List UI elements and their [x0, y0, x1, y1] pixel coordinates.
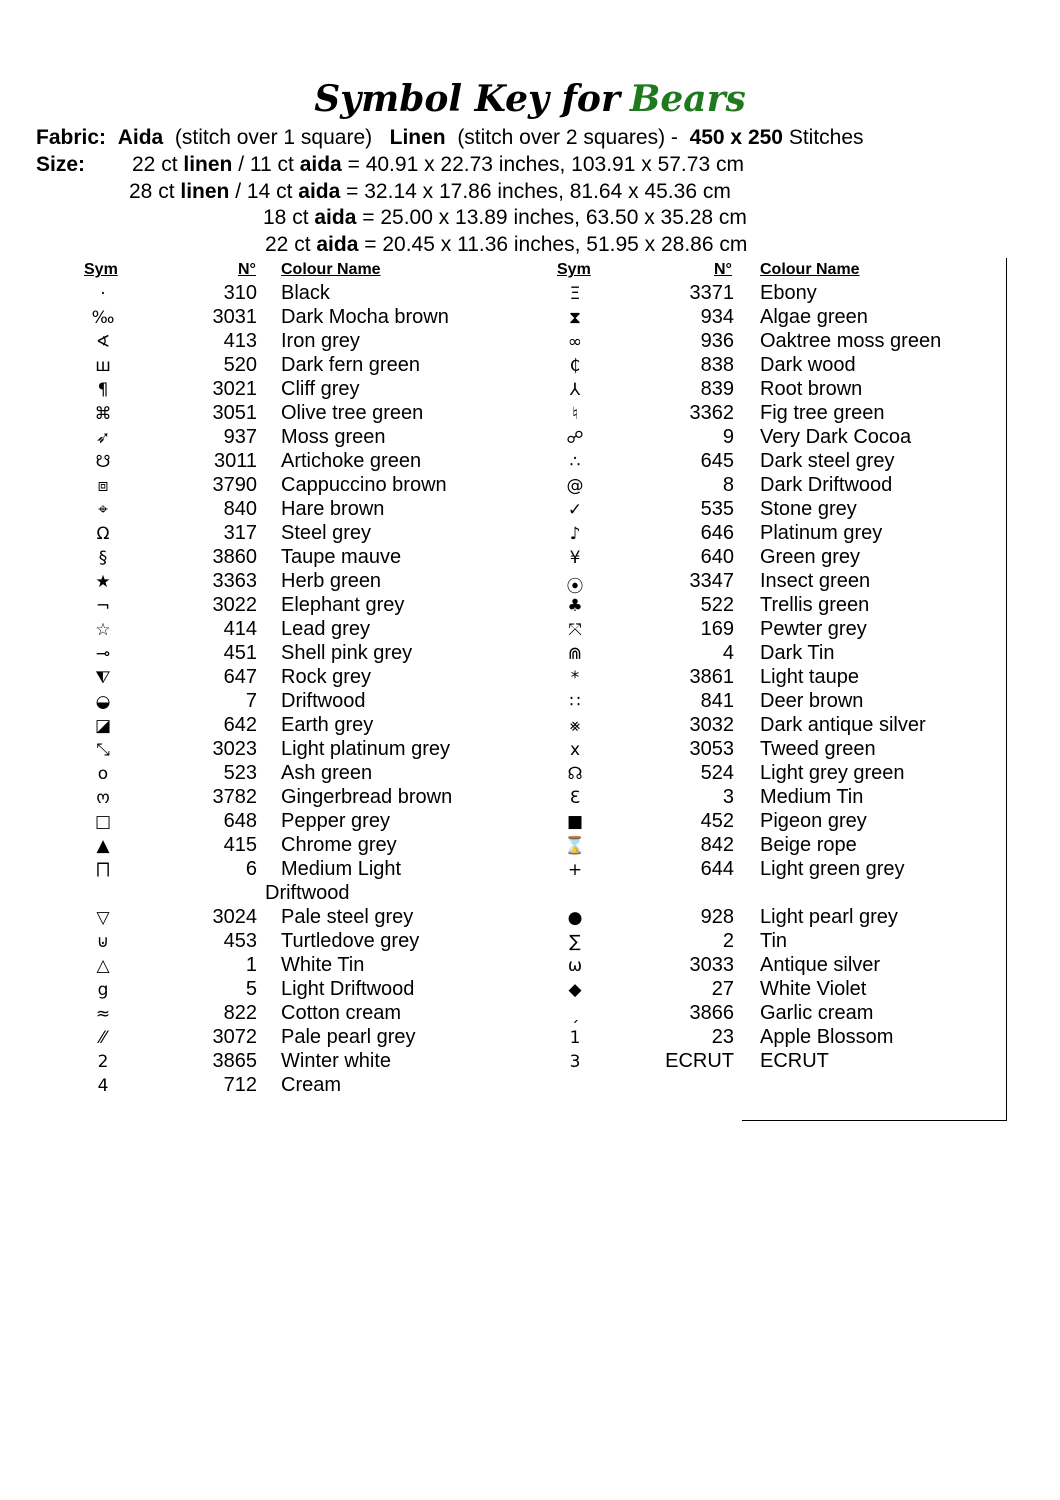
size-1-b2: aida — [299, 153, 342, 176]
left-row-symbol: ო — [96, 788, 110, 808]
right-row-number: 928 — [700, 906, 734, 928]
left-row-symbol: △ — [96, 956, 110, 976]
size-4-b1: aida — [316, 233, 359, 256]
right-row-colour-name: Dark antique silver — [760, 714, 926, 736]
right-row-colour-name: Beige rope — [760, 834, 857, 856]
size-2-post: = 32.14 x 17.86 inches, 81.64 x 45.36 cm — [346, 180, 731, 203]
right-row-number: 3053 — [689, 738, 734, 760]
left-header-num: N° — [238, 261, 256, 278]
right-row-colour-name: White Violet — [760, 978, 867, 1000]
right-row-symbol: ⅄ — [569, 380, 581, 400]
right-row-symbol: ♪ — [569, 524, 581, 544]
right-row-symbol: ∑ — [569, 932, 581, 952]
left-row-number: 413 — [223, 330, 257, 352]
left-row-number: 3011 — [213, 450, 257, 472]
left-row-colour-name: Rock grey — [281, 666, 372, 688]
left-row-colour-name: Steel grey — [281, 522, 372, 544]
left-row-symbol: ⌘ — [94, 404, 112, 424]
left-row-symbol: ☋ — [95, 452, 111, 472]
left-row-colour-name: Earth grey — [281, 714, 374, 736]
left-row-symbol: ≈ — [95, 1004, 111, 1024]
right-row-colour-name: Medium Tin — [760, 786, 864, 808]
left-row-colour-name: Gingerbread brown — [281, 786, 453, 808]
right-row-number: 842 — [700, 834, 734, 856]
right-row-colour-name: Dark Driftwood — [760, 474, 893, 496]
left-row-number: 453 — [223, 930, 257, 952]
right-row-number: 838 — [700, 354, 734, 376]
left-row-colour-name: Pale pearl grey — [281, 1026, 416, 1048]
right-row-number: 3866 — [689, 1002, 734, 1024]
right-row-colour-name: Light pearl grey — [760, 906, 898, 928]
left-row-colour-name: Moss green — [281, 426, 386, 448]
left-row-number: 642 — [223, 714, 257, 736]
size-3-pre: 18 ct — [263, 206, 309, 229]
size-2-b2: aida — [298, 180, 341, 203]
size-1-post: = 40.91 x 22.73 inches, 103.91 x 57.73 cm — [347, 153, 744, 176]
right-row-symbol: ¥ — [569, 548, 581, 568]
left-row-colour-name: Hare brown — [281, 498, 385, 520]
left-row-colour-name: Lead grey — [281, 618, 370, 640]
size-3-b1: aida — [314, 206, 357, 229]
left-row-colour-name: Light platinum grey — [281, 738, 450, 760]
left-row-colour-name-cont: Driftwood — [265, 882, 350, 904]
right-row-number: 644 — [700, 858, 734, 880]
right-row-colour-name: Very Dark Cocoa — [760, 426, 912, 448]
left-row-number: 3021 — [212, 378, 257, 400]
right-row-number: 841 — [700, 690, 734, 712]
right-row-colour-name: Pewter grey — [760, 618, 867, 640]
left-row-symbol: ш — [95, 356, 111, 376]
size-row-4 — [265, 233, 747, 257]
right-row-symbol: ⨳ — [569, 716, 581, 736]
left-row-colour-name: Light Driftwood — [281, 978, 415, 1000]
left-row-number: 3051 — [212, 402, 257, 424]
right-row-symbol: ∷ — [569, 692, 581, 712]
left-row-colour-name: Olive tree green — [281, 402, 424, 424]
left-row-colour-name: Turtledove grey — [281, 930, 420, 952]
left-row-symbol: · — [100, 284, 106, 304]
left-row-symbol: g — [97, 980, 109, 1000]
right-row-colour-name: Dark steel grey — [760, 450, 895, 472]
right-row-symbol: ⌛ — [564, 836, 586, 856]
left-row-symbol: ‰ — [91, 308, 115, 328]
right-row-number: 522 — [700, 594, 734, 616]
right-row-number: 452 — [700, 810, 734, 832]
left-row-number: 648 — [223, 810, 257, 832]
right-row-symbol: * — [570, 668, 580, 688]
left-row-symbol: ∢ — [95, 332, 111, 352]
right-row-symbol: ∞ — [567, 332, 583, 352]
right-row-number: 2 — [722, 930, 734, 952]
right-header-name: Colour Name — [760, 261, 860, 278]
left-row-symbol: □ — [94, 812, 112, 832]
right-row-symbol: ω — [567, 956, 583, 976]
right-row-number: ECRUT — [665, 1050, 734, 1072]
left-row-colour-name: Cotton cream — [281, 1002, 402, 1024]
left-row-colour-name: Driftwood — [281, 690, 366, 712]
size-4-post: = 20.45 x 11.36 inches, 51.95 x 28.86 cm — [364, 233, 748, 256]
right-row-colour-name: Light grey green — [760, 762, 905, 784]
right-row-symbol: ₵ — [569, 356, 581, 376]
left-row-number: 647 — [223, 666, 257, 688]
right-row-number: 3362 — [689, 402, 734, 424]
right-row-colour-name: Ebony — [760, 282, 817, 304]
left-row-symbol: ⌖ — [98, 500, 108, 520]
left-row-colour-name: Ash green — [281, 762, 373, 784]
right-row-number: 936 — [700, 330, 734, 352]
right-row-colour-name: Root brown — [760, 378, 863, 400]
left-row-colour-name: Taupe mauve — [281, 546, 402, 568]
left-row-colour-name: Cliff grey — [281, 378, 360, 400]
left-row-colour-name: Pale steel grey — [281, 906, 414, 928]
left-row-symbol: ⊸ — [95, 644, 111, 664]
left-row-number: 520 — [223, 354, 257, 376]
left-row-number: 3860 — [212, 546, 257, 568]
right-row-number: 524 — [700, 762, 734, 784]
fabric-aida-note: (stitch over 1 square) — [174, 126, 373, 149]
page-title — [0, 78, 1060, 120]
right-row-symbol: ⤧ — [568, 620, 582, 640]
right-row-colour-name: Green grey — [760, 546, 861, 568]
right-row-number: 23 — [711, 1026, 734, 1048]
size-2-pre: 28 ct — [129, 180, 175, 203]
left-row-number: 840 — [223, 498, 257, 520]
right-row-colour-name: Fig tree green — [760, 402, 885, 424]
right-row-colour-name: Light taupe — [760, 666, 859, 688]
left-header-name: Colour Name — [281, 261, 381, 278]
left-row-colour-name: White Tin — [281, 954, 365, 976]
right-row-number: 27 — [711, 978, 734, 1000]
size-row-2 — [129, 180, 731, 204]
left-row-number: 317 — [223, 522, 257, 544]
fabric-label: Fabric: — [36, 126, 107, 149]
right-row-colour-name: Platinum grey — [760, 522, 883, 544]
left-row-symbol: ◒ — [95, 692, 111, 712]
left-row-colour-name: Dark Mocha brown — [281, 306, 449, 328]
left-row-symbol: ⧈ — [97, 476, 109, 496]
fabric-linen-note: (stitch over 2 squares) - — [457, 126, 678, 149]
left-row-symbol: ⨅ — [96, 860, 110, 880]
right-row-colour-name: Dark Tin — [760, 642, 835, 664]
fabric-aida: Aida — [117, 126, 164, 149]
left-row-number: 3782 — [212, 786, 257, 808]
right-row-colour-name: Pigeon grey — [760, 810, 867, 832]
left-row-number: 3024 — [212, 906, 257, 928]
fabric-stitches-suffix: Stitches — [788, 126, 864, 149]
right-row-number: 934 — [700, 306, 734, 328]
left-row-number: 3023 — [212, 738, 257, 760]
right-row-colour-name: Light green grey — [760, 858, 905, 880]
title-main: Symbol Key for — [314, 78, 620, 120]
title-accent: Bears — [629, 78, 746, 120]
right-row-symbol: ♣ — [567, 596, 583, 616]
left-row-symbol: Ω — [96, 524, 110, 544]
right-row-number: 646 — [700, 522, 734, 544]
right-row-number: 9 — [722, 426, 734, 448]
left-row-symbol: ➶ — [95, 428, 111, 448]
size-1-mid: / 11 ct — [238, 153, 294, 176]
right-row-symbol: ⧗ — [569, 308, 581, 328]
right-row-number: 645 — [700, 450, 734, 472]
table-right-border — [1006, 258, 1007, 1120]
right-row-colour-name: Dark wood — [760, 354, 856, 376]
left-row-number: 6 — [245, 858, 257, 880]
left-row-number: 3865 — [212, 1050, 257, 1072]
left-row-number: 822 — [223, 1002, 257, 1024]
right-row-colour-name: Insect green — [760, 570, 871, 592]
left-row-symbol: ⁄⁄ — [100, 1028, 106, 1048]
size-2-b1: linen — [180, 180, 230, 203]
size-label: Size: — [36, 153, 86, 176]
right-row-number: 3 — [722, 786, 734, 808]
right-row-symbol: ◆ — [568, 980, 582, 1000]
size-1-pre: 22 ct — [132, 153, 178, 176]
right-row-symbol: 1 — [569, 1028, 581, 1048]
left-row-symbol: ★ — [95, 572, 111, 592]
left-row-colour-name: Chrome grey — [281, 834, 397, 856]
right-row-number: 3347 — [689, 570, 734, 592]
right-row-colour-name: ECRUT — [760, 1050, 829, 1072]
left-row-symbol: ☆ — [95, 620, 111, 640]
size-2-mid: / 14 ct — [235, 180, 293, 203]
size-1-b1: linen — [183, 153, 233, 176]
right-row-symbol: ☍ — [566, 428, 584, 448]
right-row-number: 4 — [722, 642, 734, 664]
right-row-number: 8 — [722, 474, 734, 496]
left-row-number: 415 — [223, 834, 257, 856]
left-row-symbol: o — [97, 764, 109, 784]
left-row-colour-name: Medium Light — [281, 858, 402, 880]
fabric-stitches: 450 x 250 — [689, 126, 783, 149]
left-row-colour-name: Cappuccino brown — [281, 474, 447, 496]
left-row-symbol: ◪ — [94, 716, 112, 736]
left-row-colour-name: Artichoke green — [281, 450, 422, 472]
left-row-colour-name: Elephant grey — [281, 594, 405, 616]
left-row-symbol: ⧨ — [95, 668, 111, 688]
left-row-number: 3031 — [212, 306, 257, 328]
fabric-linen: Linen — [389, 126, 446, 149]
left-row-colour-name: Cream — [281, 1074, 342, 1096]
right-row-symbol: + — [567, 860, 583, 880]
left-row-symbol: ¶ — [97, 380, 109, 400]
right-row-symbol: ⦿ — [566, 577, 584, 597]
left-row-symbol: ¬ — [95, 596, 111, 616]
right-row-colour-name: Deer brown — [760, 690, 864, 712]
left-row-colour-name: Winter white — [281, 1050, 392, 1072]
right-row-colour-name: Algae green — [760, 306, 868, 328]
left-row-colour-name: Iron grey — [281, 330, 360, 352]
left-row-number: 3790 — [212, 474, 257, 496]
right-row-symbol: 3 — [569, 1052, 581, 1072]
right-row-number: 640 — [700, 546, 734, 568]
right-row-colour-name: Tweed green — [760, 738, 876, 760]
right-row-colour-name: Tin — [760, 930, 788, 952]
size-4-pre: 22 ct — [265, 233, 311, 256]
right-row-number: 3032 — [689, 714, 734, 736]
right-row-symbol: Ɛ — [569, 788, 581, 808]
fabric-line — [36, 126, 864, 150]
size-row-1 — [132, 153, 744, 177]
right-row-symbol: x — [569, 740, 581, 760]
left-row-number: 3022 — [212, 594, 257, 616]
size-row-3 — [263, 206, 747, 230]
left-row-symbol: 4 — [97, 1076, 109, 1096]
left-row-colour-name: Shell pink grey — [281, 642, 413, 664]
right-row-colour-name: Stone grey — [760, 498, 857, 520]
right-row-colour-name: Antique silver — [760, 954, 881, 976]
left-row-colour-name: Pepper grey — [281, 810, 390, 832]
right-row-symbol: ♮ — [571, 404, 579, 424]
left-row-number: 451 — [223, 642, 257, 664]
left-row-number: 310 — [223, 282, 257, 304]
right-row-symbol: ✓ — [567, 500, 583, 520]
left-row-number: 3072 — [212, 1026, 257, 1048]
right-row-number: 3861 — [689, 666, 734, 688]
left-row-number: 523 — [223, 762, 257, 784]
right-row-colour-name: Oaktree moss green — [760, 330, 942, 352]
right-header-sym: Sym — [557, 261, 591, 278]
right-row-number: 839 — [700, 378, 734, 400]
right-row-symbol: ■ — [566, 812, 584, 832]
left-row-number: 414 — [223, 618, 257, 640]
left-row-symbol: ⊍ — [96, 932, 110, 952]
left-row-symbol: ▽ — [96, 908, 110, 928]
right-row-number: 535 — [700, 498, 734, 520]
right-row-symbol: Ξ — [569, 284, 581, 304]
left-header-sym: Sym — [84, 261, 118, 278]
left-row-number: 5 — [245, 978, 257, 1000]
table-bottom-border — [742, 1120, 1007, 1121]
right-row-colour-name: Garlic cream — [760, 1002, 874, 1024]
right-row-number: 3033 — [689, 954, 734, 976]
right-row-symbol: ˏ — [570, 1004, 580, 1024]
right-row-colour-name: Apple Blossom — [760, 1026, 894, 1048]
left-row-symbol: ⤡ — [96, 740, 110, 760]
left-row-number: 1 — [245, 954, 257, 976]
right-row-number: 3371 — [689, 282, 734, 304]
right-row-symbol: @ — [566, 476, 584, 496]
right-row-number: 169 — [700, 618, 734, 640]
left-row-number: 712 — [223, 1074, 257, 1096]
right-row-symbol: ☊ — [567, 764, 583, 784]
right-row-symbol: ⋒ — [567, 644, 583, 664]
right-row-symbol: ● — [567, 908, 583, 928]
left-row-symbol: ▲ — [96, 836, 110, 856]
left-row-colour-name: Dark fern green — [281, 354, 420, 376]
left-row-colour-name: Black — [281, 282, 330, 304]
left-row-number: 937 — [223, 426, 257, 448]
left-row-colour-name: Herb green — [281, 570, 382, 592]
right-row-symbol: ∴ — [569, 452, 581, 472]
size-3-post: = 25.00 x 13.89 inches, 63.50 x 35.28 cm — [356, 206, 747, 229]
left-row-symbol: 2 — [97, 1052, 109, 1072]
left-row-number: 3363 — [212, 570, 257, 592]
right-header-num: N° — [714, 261, 732, 278]
left-row-number: 7 — [245, 690, 257, 712]
left-row-symbol: § — [98, 548, 108, 568]
right-row-colour-name: Trellis green — [760, 594, 870, 616]
